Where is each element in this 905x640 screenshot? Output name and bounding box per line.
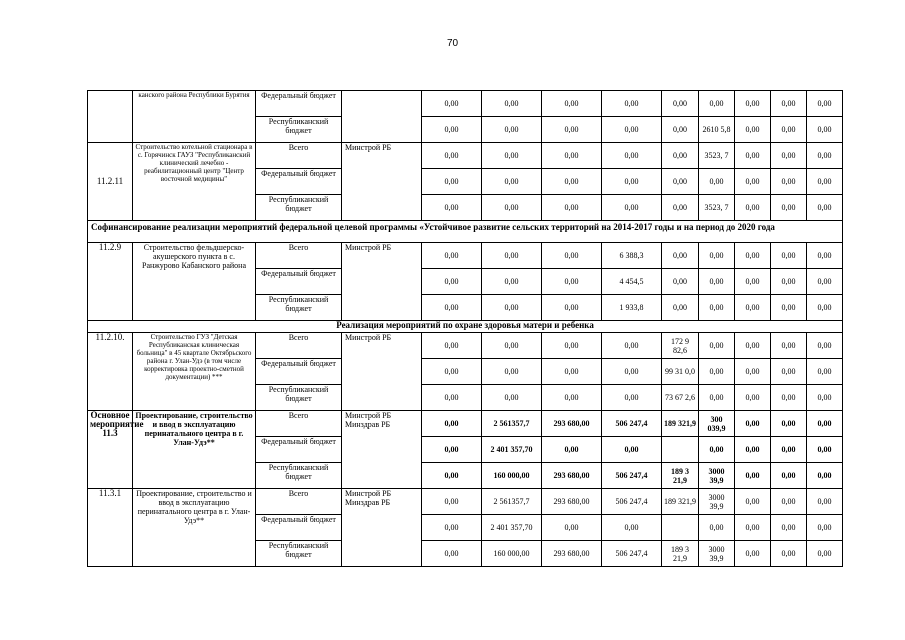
value-cell: 0,00 — [662, 269, 699, 295]
value-cell: 0,00 — [807, 295, 843, 321]
funding-source: Республиканский бюджет — [256, 385, 342, 411]
value-cell: 0,00 — [542, 243, 602, 269]
value-cell: 0,00 — [807, 385, 843, 411]
value-cell: 0,00 — [771, 333, 807, 359]
value-cell: 0,00 — [735, 333, 771, 359]
value-cell: 172 9 82,6 — [662, 333, 699, 359]
value-cell: 189 3 21,9 — [662, 541, 699, 567]
value-cell: 0,00 — [542, 117, 602, 143]
value-cell: 0,00 — [542, 195, 602, 221]
value-cell: 0,00 — [735, 295, 771, 321]
value-cell: 0,00 — [807, 169, 843, 195]
row-code: 11.3.1 — [88, 489, 133, 567]
value-cell: 0,00 — [602, 333, 662, 359]
value-cell: 0,00 — [602, 359, 662, 385]
value-cell: 0,00 — [771, 91, 807, 117]
executor — [342, 91, 422, 143]
value-cell: 0,00 — [422, 333, 482, 359]
value-cell: 0,00 — [735, 463, 771, 489]
value-cell: 0,00 — [422, 437, 482, 463]
page-number: 70 — [446, 38, 459, 49]
funding-source: Республиканский бюджет — [256, 463, 342, 489]
value-cell: 0,00 — [807, 333, 843, 359]
value-cell: 2 561357,7 — [482, 489, 542, 515]
value-cell: 0,00 — [735, 411, 771, 437]
row-name: Проектирование, строительство и ввод в эксплуатацию перинатального центра в г. Улан-Удэ** — [133, 411, 256, 489]
value-cell: 0,00 — [602, 143, 662, 169]
value-cell: 0,00 — [542, 385, 602, 411]
value-cell: 0,00 — [422, 359, 482, 385]
value-cell: 0,00 — [771, 437, 807, 463]
value-cell: 0,00 — [699, 269, 735, 295]
value-cell: 189 321,9 — [662, 489, 699, 515]
value-cell: 0,00 — [699, 169, 735, 195]
value-cell: 0,00 — [771, 269, 807, 295]
value-cell: 1 933,8 — [602, 295, 662, 321]
value-cell: 0,00 — [542, 269, 602, 295]
value-cell: 0,00 — [771, 463, 807, 489]
value-cell: 0,00 — [422, 195, 482, 221]
value-cell: 0,00 — [662, 117, 699, 143]
value-cell: 0,00 — [807, 91, 843, 117]
value-cell: 0,00 — [422, 91, 482, 117]
row-name: Строительство котельной стационара в с. Горячинск ГАУЗ "Республиканский клинический лечебно - реабилитационный центр "Центр восточной медицины" — [133, 143, 256, 221]
value-cell: 0,00 — [735, 117, 771, 143]
value-cell: 0,00 — [542, 437, 602, 463]
value-cell: 0,00 — [482, 195, 542, 221]
value-cell: 0,00 — [771, 117, 807, 143]
row-name: Строительство ГУЗ "Детская Республиканская клиническая больница" в 45 квартале Октябрьского района г. Улан-Удэ (в том числе корректировка проектно-сметной документации) *** — [133, 333, 256, 411]
executor: Минстрой РБ — [342, 143, 422, 221]
value-cell: 0,00 — [602, 515, 662, 541]
value-cell: 0,00 — [422, 489, 482, 515]
value-cell: 0,00 — [482, 385, 542, 411]
value-cell: 0,00 — [807, 437, 843, 463]
value-cell: 0,00 — [735, 269, 771, 295]
value-cell: 99 31 0,0 — [662, 359, 699, 385]
value-cell: 3523, 7 — [699, 195, 735, 221]
funding-source: Республиканский бюджет — [256, 117, 342, 143]
value-cell: 293 680,00 — [542, 489, 602, 515]
value-cell: 73 67 2,6 — [662, 385, 699, 411]
section-title: Реализация мероприятий по охране здоровья матери и ребенка — [88, 321, 843, 333]
value-cell: 0,00 — [542, 359, 602, 385]
value-cell: 0,00 — [771, 385, 807, 411]
value-cell: 0,00 — [482, 117, 542, 143]
value-cell: 0,00 — [422, 515, 482, 541]
value-cell: 0,00 — [422, 295, 482, 321]
value-cell: 0,00 — [735, 489, 771, 515]
value-cell: 0,00 — [735, 243, 771, 269]
value-cell: 2 401 357,70 — [482, 437, 542, 463]
value-cell: 0,00 — [542, 295, 602, 321]
value-cell: 0,00 — [422, 463, 482, 489]
value-cell: 0,00 — [662, 195, 699, 221]
executor: Минстрой РБ — [342, 243, 422, 321]
value-cell: 2610 5,8 — [699, 117, 735, 143]
section-row — [88, 321, 843, 333]
funding-source: Федеральный бюджет — [256, 169, 342, 195]
value-cell: 0,00 — [807, 269, 843, 295]
funding-source: Всего — [256, 333, 342, 359]
value-cell: 2 561357,7 — [482, 411, 542, 437]
value-cell: 0,00 — [771, 195, 807, 221]
funding-source: Республиканский бюджет — [256, 195, 342, 221]
row-name: канского района Республики Бурятия — [133, 91, 256, 143]
funding-source: Всего — [256, 143, 342, 169]
section-title: Софинансирование реализации мероприятий федеральной целевой программы «Устойчивое развитие сельских территорий на 2014-2017 годы и на период до 2020 года — [88, 221, 843, 243]
value-cell: 160 000,00 — [482, 541, 542, 567]
value-cell: 0,00 — [662, 91, 699, 117]
value-cell: 6 388,3 — [602, 243, 662, 269]
executor: Минстрой РБ — [342, 333, 422, 411]
value-cell: 0,00 — [735, 91, 771, 117]
value-cell: 0,00 — [807, 243, 843, 269]
row-code — [88, 91, 133, 143]
row-code: 11.2.10. — [88, 333, 133, 411]
value-cell: 0,00 — [482, 359, 542, 385]
value-cell: 0,00 — [699, 295, 735, 321]
value-cell: 0,00 — [482, 169, 542, 195]
value-cell: 0,00 — [771, 489, 807, 515]
table-row — [88, 143, 843, 169]
value-cell: 0,00 — [542, 169, 602, 195]
value-cell: 0,00 — [771, 243, 807, 269]
value-cell: 300 039,9 — [699, 411, 735, 437]
value-cell — [662, 515, 699, 541]
row-name: Проектирование, строительство и ввод в эксплуатацию перинатального центра в г. Улан-Удэ** — [133, 489, 256, 567]
section-row — [88, 221, 843, 243]
value-cell: 0,00 — [735, 385, 771, 411]
value-cell: 0,00 — [699, 243, 735, 269]
value-cell: 0,00 — [771, 359, 807, 385]
funding-source: Федеральный бюджет — [256, 437, 342, 463]
value-cell: 0,00 — [699, 333, 735, 359]
value-cell: 0,00 — [735, 169, 771, 195]
value-cell: 0,00 — [807, 541, 843, 567]
table-row — [88, 333, 843, 359]
value-cell — [662, 437, 699, 463]
funding-source: Республиканский бюджет — [256, 541, 342, 567]
value-cell: 0,00 — [482, 333, 542, 359]
value-cell: 0,00 — [482, 269, 542, 295]
funding-source: Всего — [256, 489, 342, 515]
row-code: 11.2.9 — [88, 243, 133, 321]
funding-source: Федеральный бюджет — [256, 515, 342, 541]
budget-table — [87, 90, 843, 567]
value-cell: 0,00 — [807, 359, 843, 385]
value-cell: 0,00 — [699, 515, 735, 541]
table-row — [88, 91, 843, 117]
value-cell: 0,00 — [771, 515, 807, 541]
value-cell: 293 680,00 — [542, 541, 602, 567]
value-cell: 293 680,00 — [542, 411, 602, 437]
value-cell: 0,00 — [807, 411, 843, 437]
executor: Минстрой РБ Минздрав РБ — [342, 489, 422, 567]
value-cell: 0,00 — [422, 411, 482, 437]
value-cell: 0,00 — [422, 541, 482, 567]
value-cell: 506 247,4 — [602, 463, 662, 489]
row-code: 11.2.11 — [88, 143, 133, 221]
value-cell: 0,00 — [735, 541, 771, 567]
funding-source: Всего — [256, 411, 342, 437]
value-cell: 0,00 — [542, 333, 602, 359]
value-cell: 0,00 — [699, 359, 735, 385]
value-cell: 189 3 21,9 — [662, 463, 699, 489]
value-cell: 0,00 — [771, 411, 807, 437]
value-cell: 2 401 357,70 — [482, 515, 542, 541]
value-cell: 0,00 — [422, 385, 482, 411]
value-cell: 0,00 — [735, 195, 771, 221]
value-cell: 4 454,5 — [602, 269, 662, 295]
value-cell: 506 247,4 — [602, 541, 662, 567]
value-cell: 0,00 — [699, 437, 735, 463]
value-cell: 0,00 — [482, 243, 542, 269]
value-cell: 506 247,4 — [602, 489, 662, 515]
value-cell: 0,00 — [602, 437, 662, 463]
value-cell: 3523, 7 — [699, 143, 735, 169]
value-cell: 0,00 — [542, 143, 602, 169]
value-cell: 0,00 — [771, 541, 807, 567]
value-cell: 0,00 — [422, 243, 482, 269]
funding-source: Федеральный бюджет — [256, 269, 342, 295]
row-code: Основное мероприятие 11.3 — [88, 411, 133, 489]
value-cell: 3000 39,9 — [699, 541, 735, 567]
value-cell: 0,00 — [807, 143, 843, 169]
value-cell: 0,00 — [482, 143, 542, 169]
value-cell: 0,00 — [542, 91, 602, 117]
value-cell: 506 247,4 — [602, 411, 662, 437]
funding-source: Федеральный бюджет — [256, 359, 342, 385]
table-row — [88, 411, 843, 437]
value-cell: 0,00 — [602, 169, 662, 195]
value-cell: 0,00 — [482, 91, 542, 117]
value-cell: 0,00 — [602, 195, 662, 221]
funding-source: Всего — [256, 243, 342, 269]
value-cell: 0,00 — [807, 489, 843, 515]
value-cell: 0,00 — [807, 195, 843, 221]
table-row — [88, 243, 843, 269]
value-cell: 0,00 — [602, 385, 662, 411]
value-cell: 0,00 — [735, 359, 771, 385]
funding-source: Федеральный бюджет — [256, 91, 342, 117]
executor: Минстрой РБ Минздрав РБ — [342, 411, 422, 489]
value-cell: 0,00 — [422, 269, 482, 295]
value-cell: 160 000,00 — [482, 463, 542, 489]
value-cell: 0,00 — [735, 437, 771, 463]
value-cell: 0,00 — [807, 117, 843, 143]
value-cell: 0,00 — [482, 295, 542, 321]
value-cell: 0,00 — [662, 169, 699, 195]
value-cell: 0,00 — [735, 515, 771, 541]
value-cell: 0,00 — [422, 143, 482, 169]
value-cell: 0,00 — [602, 91, 662, 117]
value-cell: 0,00 — [771, 143, 807, 169]
row-name: Строительство фельдшерско-акушерского пункта в с. Ранжурово Кабанского района — [133, 243, 256, 321]
value-cell: 0,00 — [735, 143, 771, 169]
value-cell: 3000 39,9 — [699, 463, 735, 489]
value-cell: 189 321,9 — [662, 411, 699, 437]
value-cell: 0,00 — [807, 463, 843, 489]
value-cell: 0,00 — [662, 243, 699, 269]
value-cell: 0,00 — [422, 169, 482, 195]
table-row — [88, 489, 843, 515]
value-cell: 0,00 — [602, 117, 662, 143]
value-cell: 0,00 — [699, 91, 735, 117]
value-cell: 0,00 — [807, 515, 843, 541]
value-cell: 3000 39,9 — [699, 489, 735, 515]
value-cell: 0,00 — [662, 295, 699, 321]
value-cell: 0,00 — [699, 385, 735, 411]
value-cell: 0,00 — [422, 117, 482, 143]
value-cell: 0,00 — [662, 143, 699, 169]
value-cell: 0,00 — [542, 515, 602, 541]
value-cell: 0,00 — [771, 169, 807, 195]
value-cell: 293 680,00 — [542, 463, 602, 489]
funding-source: Республиканский бюджет — [256, 295, 342, 321]
value-cell: 0,00 — [771, 295, 807, 321]
